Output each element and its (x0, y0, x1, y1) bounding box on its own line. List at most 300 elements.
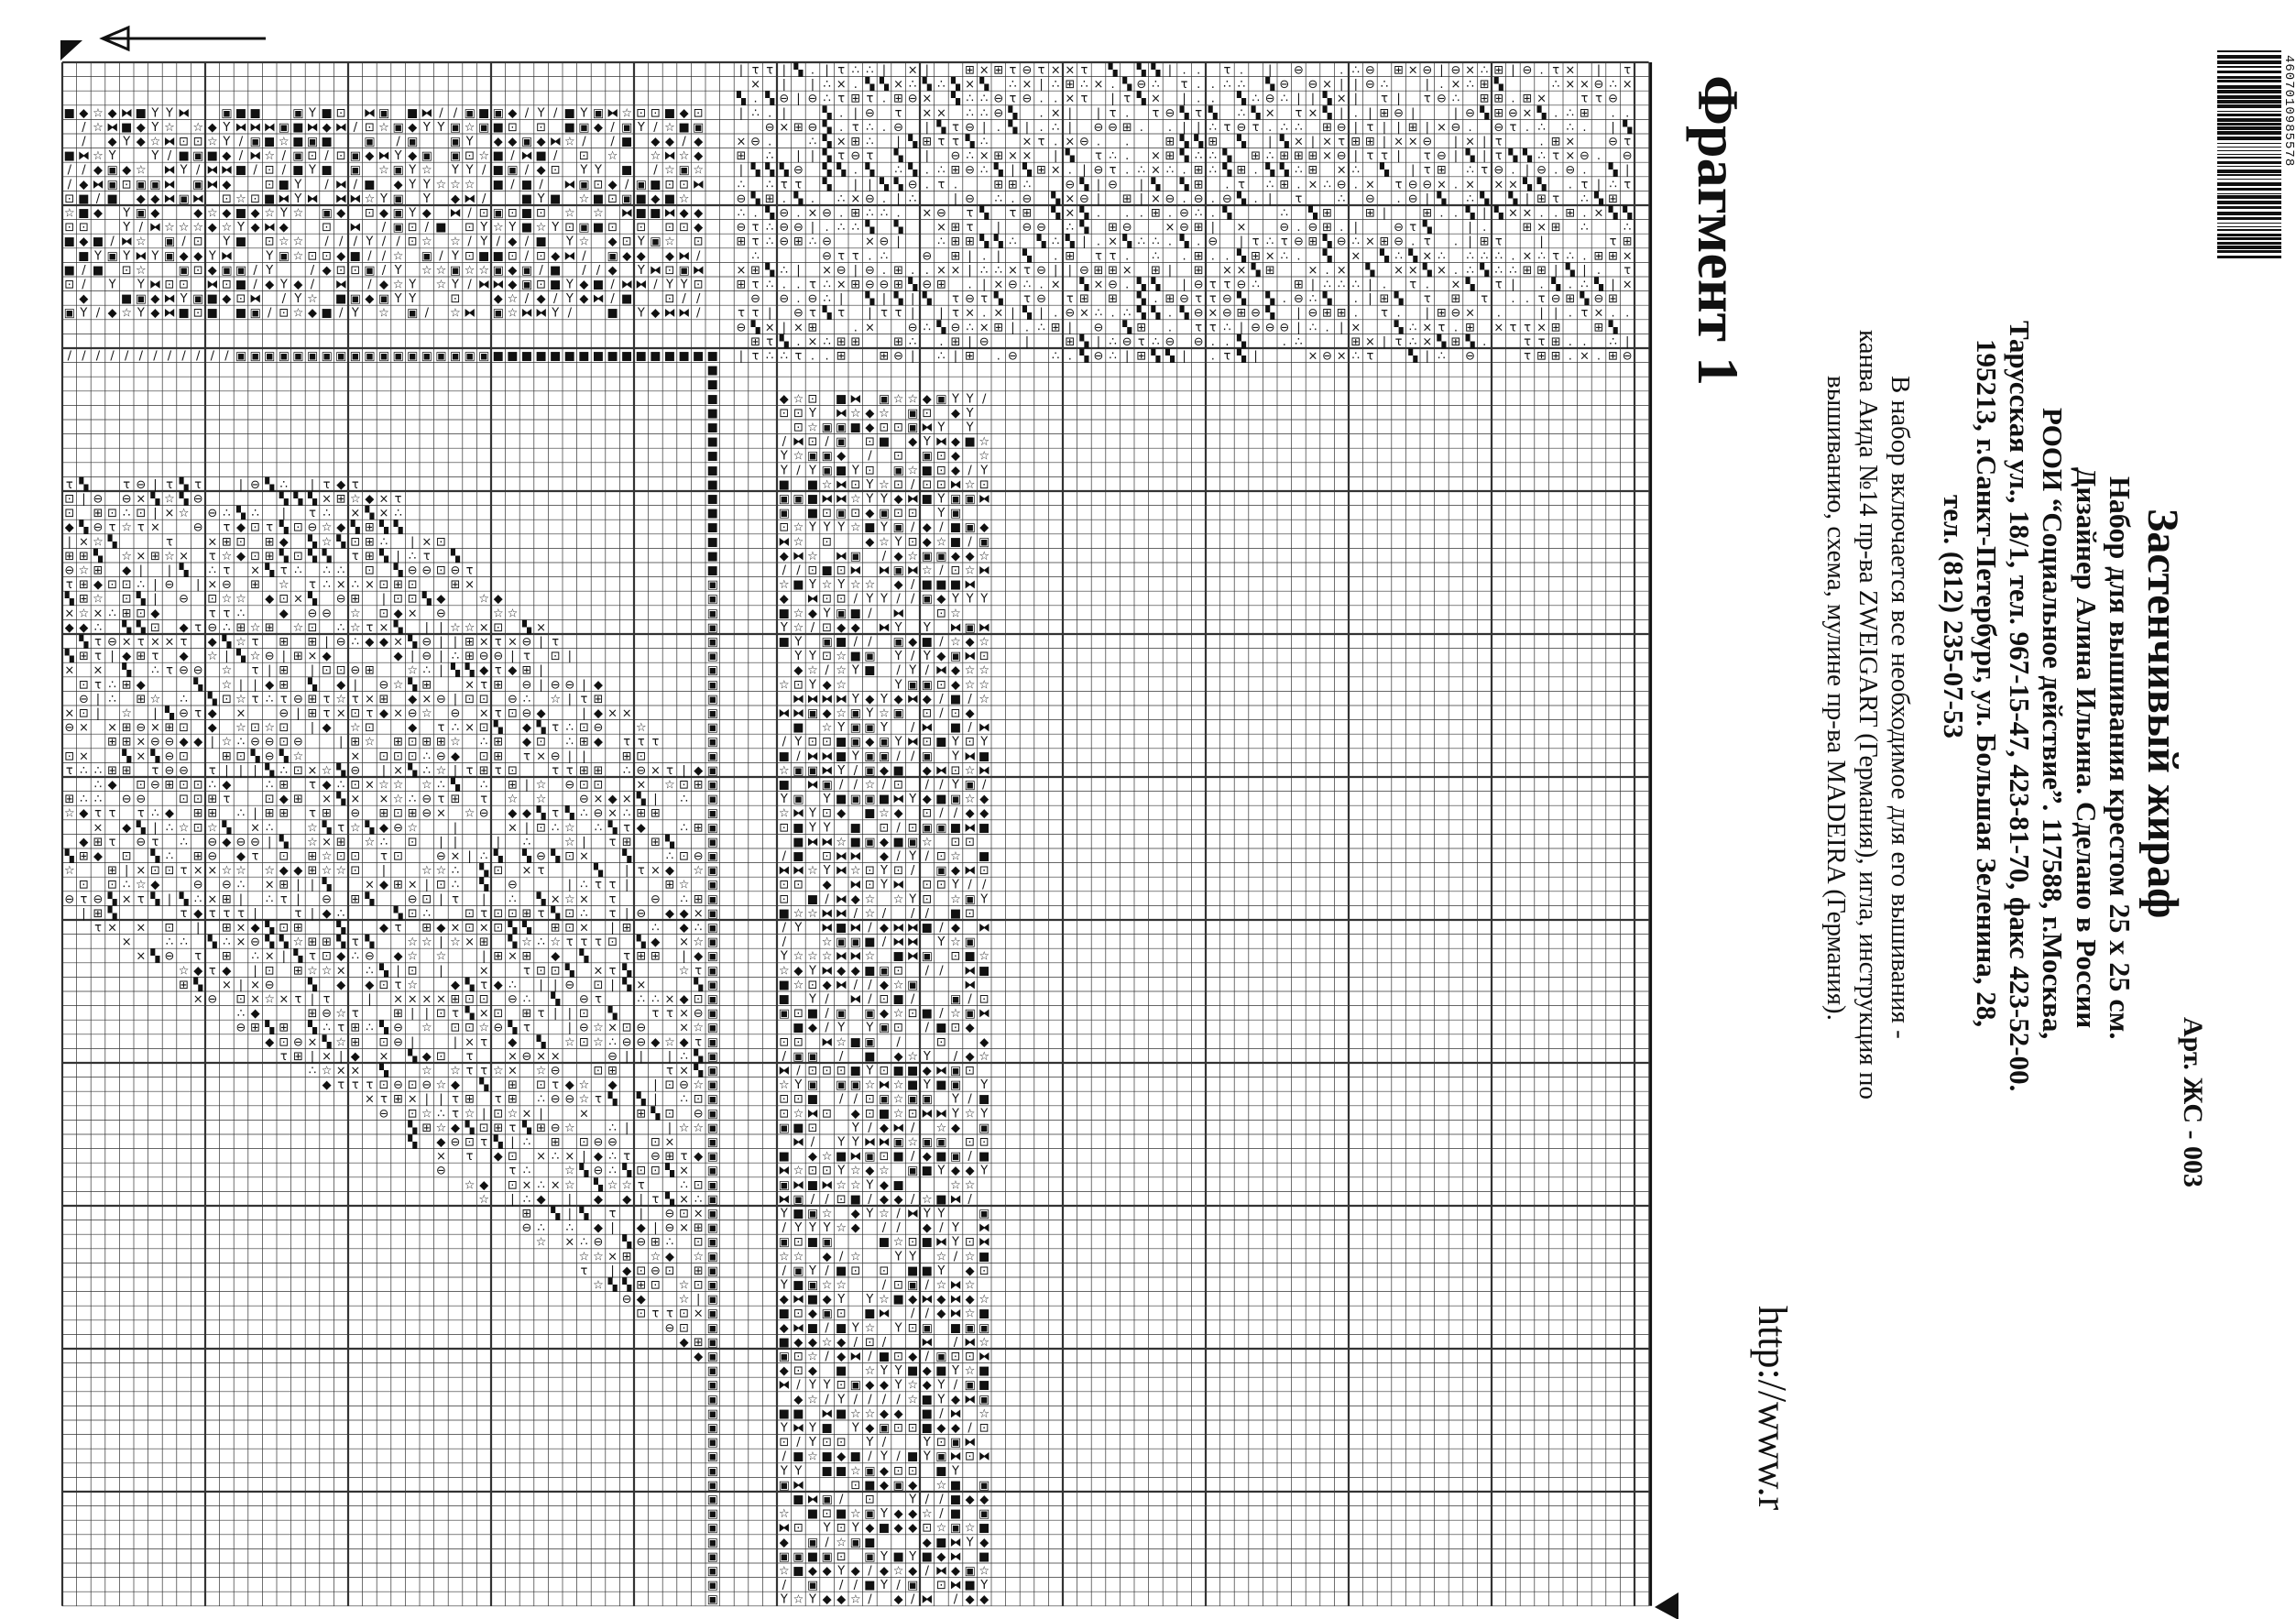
svg-text:▚: ▚ (308, 592, 317, 607)
svg-text:∴: ∴ (1509, 263, 1517, 278)
svg-text:⊞: ⊞ (235, 620, 246, 635)
svg-text:■: ■ (878, 1107, 891, 1121)
svg-text:☆: ☆ (864, 906, 876, 921)
svg-text:⊡: ⊡ (693, 106, 704, 121)
svg-text:×: × (435, 1150, 446, 1165)
svg-text:∴: ∴ (1566, 106, 1574, 121)
svg-text:τ: τ (1208, 278, 1217, 292)
svg-text:⊖: ⊖ (907, 178, 918, 192)
svg-text:⊡: ⊡ (636, 221, 647, 235)
svg-text:×: × (679, 1192, 690, 1207)
svg-text:.: . (1353, 106, 1358, 121)
svg-text:⧓: ⧓ (806, 749, 819, 764)
svg-text:■: ■ (949, 535, 962, 550)
svg-text:▚: ▚ (1108, 63, 1118, 78)
svg-text:Y: Y (851, 464, 859, 478)
svg-text:▣: ▣ (907, 978, 919, 992)
svg-text:▚: ▚ (1179, 149, 1189, 164)
svg-text:|: | (510, 1192, 515, 1207)
svg-text:■: ■ (878, 793, 891, 807)
svg-text:⧓: ⧓ (120, 106, 133, 121)
svg-text:■: ■ (979, 1150, 990, 1165)
svg-text:∴: ∴ (1195, 206, 1203, 221)
svg-text:τ: τ (1537, 334, 1546, 349)
svg-text:☆: ☆ (935, 1121, 947, 1135)
svg-text:⊖: ⊖ (578, 793, 589, 807)
svg-text:Y: Y (909, 793, 917, 807)
svg-text:/: / (911, 1150, 915, 1165)
svg-text:τ: τ (952, 135, 959, 149)
svg-text:⊞: ⊞ (893, 334, 904, 349)
svg-text:⊞: ⊞ (1293, 149, 1304, 164)
svg-text:Y: Y (851, 1421, 859, 1436)
svg-text:⧓: ⧓ (477, 278, 490, 292)
svg-text:⊖: ⊖ (807, 120, 818, 135)
svg-text:/: / (253, 163, 257, 178)
svg-text:|: | (67, 535, 71, 550)
svg-text:/: / (381, 249, 387, 264)
svg-text:|: | (1411, 106, 1416, 121)
svg-text:◆: ◆ (893, 1592, 903, 1607)
svg-text:☆: ☆ (864, 778, 876, 793)
svg-text:◆: ◆ (436, 921, 446, 935)
svg-text:▣: ▣ (706, 992, 718, 1007)
svg-text:⊡: ⊡ (435, 1007, 446, 1022)
svg-text:/: / (939, 1507, 944, 1522)
svg-text:☆: ☆ (892, 1107, 904, 1121)
svg-text:∴: ∴ (737, 178, 746, 192)
svg-text:▚: ▚ (922, 78, 932, 93)
svg-text:⊞: ⊞ (1164, 292, 1175, 307)
svg-text:☆: ☆ (407, 949, 419, 964)
svg-text:⊖: ⊖ (736, 221, 747, 235)
svg-text:⊖: ⊖ (1007, 278, 1018, 292)
svg-text:τ: τ (151, 650, 159, 664)
svg-text:|: | (524, 821, 530, 836)
svg-text:⊡: ⊡ (793, 878, 804, 892)
svg-text:⊞: ⊞ (136, 692, 147, 706)
svg-text:⊞: ⊞ (1536, 191, 1547, 206)
svg-text:◆: ◆ (479, 1178, 489, 1193)
svg-text:⊡: ⊡ (636, 1164, 647, 1178)
svg-text:▣: ▣ (192, 149, 204, 164)
svg-text:▚: ▚ (1208, 106, 1218, 121)
svg-text:τ: τ (1137, 334, 1145, 349)
svg-text:◆: ◆ (880, 1178, 889, 1193)
svg-text:|: | (238, 678, 244, 693)
svg-text:▚: ▚ (979, 235, 989, 249)
svg-text:☆: ☆ (421, 1021, 432, 1035)
svg-text:⧓: ⧓ (806, 778, 819, 793)
svg-text:τ: τ (366, 620, 374, 635)
svg-text:⊖: ⊖ (607, 1135, 618, 1150)
svg-text:◆: ◆ (536, 292, 546, 307)
svg-text:∴: ∴ (537, 935, 545, 950)
svg-text:■: ■ (621, 292, 633, 307)
svg-text:☆: ☆ (450, 735, 461, 749)
svg-text:∴: ∴ (308, 1064, 317, 1078)
svg-text:■: ■ (949, 906, 962, 921)
svg-text:.: . (1110, 306, 1115, 321)
svg-text:/: / (911, 864, 915, 879)
svg-text:▣: ▣ (878, 392, 891, 407)
svg-text:×: × (1507, 206, 1518, 221)
svg-text:▚: ▚ (1594, 278, 1603, 292)
svg-text:▚: ▚ (493, 1135, 503, 1150)
svg-text:◆: ◆ (880, 763, 889, 778)
svg-text:|: | (782, 78, 786, 93)
svg-text:⧓: ⧓ (663, 206, 676, 221)
svg-text:Y: Y (966, 421, 974, 435)
svg-text:▣: ▣ (621, 191, 633, 206)
svg-text:×: × (322, 492, 333, 507)
svg-text:☆: ☆ (836, 650, 847, 664)
svg-text:τ: τ (637, 735, 645, 749)
svg-text:∴: ∴ (565, 735, 574, 749)
svg-text:⊞: ⊞ (64, 793, 75, 807)
svg-text:☆: ☆ (849, 520, 861, 535)
svg-text:▚: ▚ (1365, 263, 1375, 278)
svg-text:☆: ☆ (349, 492, 361, 507)
svg-text:⊖: ⊖ (307, 520, 318, 535)
svg-text:/: / (825, 1321, 829, 1336)
svg-text:Y: Y (266, 249, 274, 264)
svg-text:Y: Y (823, 1378, 831, 1393)
svg-text:⊞: ⊞ (1522, 263, 1533, 278)
svg-text:⊖: ⊖ (1593, 292, 1604, 307)
svg-text:⧓: ⧓ (235, 120, 247, 135)
svg-text:Y: Y (409, 178, 417, 192)
svg-text:▣: ▣ (520, 263, 533, 278)
svg-text:⊞: ⊞ (107, 864, 118, 879)
svg-text:⊞: ⊞ (221, 749, 232, 764)
svg-text:■: ■ (979, 821, 990, 836)
svg-text:⧓: ⧓ (178, 106, 191, 121)
svg-text:⊖: ⊖ (435, 607, 446, 621)
svg-text:×: × (322, 1049, 333, 1064)
svg-text:τ: τ (1394, 178, 1403, 192)
svg-text:×: × (1264, 249, 1275, 264)
svg-text:∴: ∴ (1252, 92, 1260, 106)
svg-text:⊖: ⊖ (664, 1221, 675, 1236)
svg-text:▚: ▚ (965, 135, 975, 149)
svg-text:▚: ▚ (1594, 191, 1603, 206)
svg-text:τ: τ (480, 1064, 488, 1078)
svg-text:◆: ◆ (636, 821, 646, 836)
svg-text:.: . (1596, 149, 1602, 164)
svg-text:⊖: ⊖ (564, 678, 575, 693)
svg-text:■: ■ (793, 849, 804, 864)
svg-text:◆: ◆ (979, 793, 989, 807)
svg-text:/: / (825, 1192, 829, 1207)
svg-text:⊞: ⊞ (621, 835, 632, 849)
svg-text:◆: ◆ (808, 1021, 817, 1035)
svg-text:⊡: ⊡ (478, 749, 489, 764)
corner-marker-icon-bottom (1655, 1592, 1678, 1619)
svg-text:⊞: ⊞ (307, 1007, 318, 1022)
svg-text:◆: ◆ (207, 221, 217, 235)
svg-text:|: | (1554, 306, 1558, 321)
svg-text:▚: ▚ (1079, 178, 1089, 192)
svg-text:⊡: ⊡ (221, 692, 232, 706)
svg-text:⊡: ⊡ (822, 1107, 833, 1121)
svg-text:⊡: ⊡ (536, 964, 547, 979)
svg-text:.: . (1468, 120, 1472, 135)
svg-text:/: / (953, 1378, 958, 1393)
svg-text:☆: ☆ (593, 1035, 604, 1050)
svg-text:☆: ☆ (435, 864, 447, 879)
svg-text:⊞: ⊞ (136, 650, 147, 664)
svg-text:▚: ▚ (179, 892, 189, 907)
svg-text:◆: ◆ (893, 692, 903, 706)
svg-text:▣: ▣ (706, 1321, 718, 1336)
svg-text:×: × (1065, 63, 1076, 78)
svg-text:▚: ▚ (1608, 206, 1618, 221)
svg-text:τ: τ (1295, 106, 1303, 121)
svg-text:▚: ▚ (750, 321, 760, 335)
svg-text:⊞: ⊞ (1550, 221, 1561, 235)
svg-text:Y: Y (452, 278, 459, 292)
svg-text:.: . (1611, 106, 1615, 121)
svg-text:⊞: ⊞ (736, 235, 747, 249)
svg-text:.: . (1039, 278, 1044, 292)
svg-text:▣: ▣ (478, 120, 490, 135)
svg-text:.: . (853, 321, 858, 335)
svg-text:∴: ∴ (1295, 334, 1303, 349)
svg-text:/: / (696, 249, 701, 264)
svg-text:τ: τ (237, 906, 245, 921)
svg-text:Y: Y (151, 120, 159, 135)
svg-text:⊖: ⊖ (507, 878, 518, 892)
svg-text:■: ■ (778, 1150, 790, 1165)
svg-text:×: × (1022, 135, 1033, 149)
svg-text:■: ■ (235, 163, 247, 178)
svg-text:◆: ◆ (379, 921, 388, 935)
svg-text:■: ■ (836, 1150, 847, 1165)
svg-text:/: / (424, 306, 429, 321)
svg-text:⊞: ⊞ (1065, 78, 1076, 93)
svg-text:■: ■ (778, 635, 790, 650)
svg-text:▣: ▣ (849, 735, 861, 749)
svg-text:⊡: ⊡ (264, 235, 275, 249)
svg-text:⊡: ⊡ (907, 821, 918, 836)
svg-text:◆: ◆ (79, 835, 89, 849)
svg-text:|: | (738, 63, 744, 78)
svg-text:■: ■ (935, 578, 947, 593)
svg-text:∴: ∴ (766, 178, 774, 192)
svg-text:|: | (238, 892, 244, 907)
svg-text:⊞: ⊞ (493, 1121, 504, 1135)
svg-text:◆: ◆ (922, 1536, 932, 1550)
svg-text:⊡: ⊡ (822, 735, 833, 749)
svg-text:τ: τ (552, 721, 560, 736)
svg-text:☆: ☆ (264, 864, 276, 879)
svg-text:⊖: ⊖ (1221, 306, 1232, 321)
svg-text:▣: ▣ (192, 292, 204, 307)
svg-text:◆: ◆ (322, 120, 332, 135)
svg-text:⊞: ⊞ (292, 1049, 303, 1064)
svg-text:/: / (196, 163, 201, 178)
svg-text:⊖: ⊖ (93, 520, 104, 535)
svg-text:⊞: ⊞ (1307, 149, 1318, 164)
svg-text:⊞: ⊞ (1364, 206, 1375, 221)
svg-text:.: . (1054, 92, 1058, 106)
svg-text:⊡: ⊡ (636, 749, 647, 764)
svg-text:τ: τ (980, 292, 989, 307)
svg-text:Y: Y (180, 163, 188, 178)
svg-text:■: ■ (178, 306, 190, 321)
svg-text:■: ■ (206, 149, 218, 164)
svg-text:∴: ∴ (980, 135, 989, 149)
svg-text:◆: ◆ (908, 635, 918, 650)
svg-text:|: | (1425, 191, 1429, 206)
svg-text:τ: τ (208, 906, 216, 921)
svg-text:/: / (939, 520, 944, 535)
svg-text:☆: ☆ (864, 1406, 876, 1421)
svg-text:■: ■ (535, 235, 547, 249)
svg-text:τ: τ (108, 835, 116, 849)
svg-text:τ: τ (80, 892, 88, 907)
svg-text:×: × (536, 620, 547, 635)
svg-text:Y: Y (866, 1178, 874, 1193)
svg-text:▣: ▣ (135, 178, 147, 192)
svg-text:◆: ◆ (293, 864, 303, 879)
svg-text:■: ■ (836, 1464, 847, 1479)
svg-text:|: | (582, 835, 586, 849)
svg-text:▚: ▚ (179, 492, 189, 507)
svg-text:⊡: ⊡ (893, 1421, 904, 1436)
svg-text:τ: τ (952, 120, 959, 135)
svg-text:×: × (450, 921, 461, 935)
svg-text:⊖: ⊖ (578, 992, 589, 1007)
svg-text:▚: ▚ (1079, 278, 1089, 292)
svg-text:×: × (1536, 221, 1547, 235)
svg-text:▣: ▣ (706, 1263, 718, 1278)
svg-text:■: ■ (821, 1421, 833, 1436)
svg-text:■: ■ (849, 607, 861, 621)
svg-text:Y: Y (809, 806, 816, 821)
svg-text:☆: ☆ (450, 620, 461, 635)
svg-text:▚: ▚ (1151, 278, 1161, 292)
article-number: Арт. ЖС - 003 (2178, 1017, 2208, 1188)
svg-text:.: . (1625, 106, 1630, 121)
svg-text:∴: ∴ (379, 535, 388, 550)
svg-text:■: ■ (806, 1507, 819, 1522)
svg-text:■: ■ (520, 178, 533, 192)
svg-text:τ: τ (866, 92, 874, 106)
svg-text:▚: ▚ (293, 492, 303, 507)
svg-text:τ: τ (751, 278, 760, 292)
svg-text:▣: ▣ (706, 892, 718, 907)
svg-text:◆: ◆ (822, 1564, 832, 1579)
svg-text:◆: ◆ (579, 278, 589, 292)
svg-text:τ: τ (1009, 63, 1017, 78)
svg-text:☆: ☆ (535, 778, 547, 793)
svg-text:⊡: ⊡ (121, 178, 132, 192)
svg-text:⊡: ⊡ (836, 1436, 847, 1450)
svg-text:▣: ▣ (421, 249, 432, 264)
svg-text:☆: ☆ (221, 592, 233, 607)
svg-text:☆: ☆ (135, 163, 147, 178)
svg-text:☆: ☆ (206, 206, 218, 221)
svg-text:▣: ▣ (706, 778, 718, 793)
svg-text:▚: ▚ (936, 120, 946, 135)
svg-text:◆: ◆ (880, 1192, 889, 1207)
svg-text:◆: ◆ (408, 692, 418, 706)
svg-text:∴: ∴ (1052, 78, 1060, 93)
svg-text:τ: τ (94, 650, 102, 664)
svg-text:/: / (567, 306, 572, 321)
svg-text:⧓: ⧓ (892, 921, 905, 935)
svg-text:⊖: ⊖ (1394, 221, 1405, 235)
svg-text:|: | (738, 163, 744, 178)
svg-text:Y: Y (809, 464, 816, 478)
svg-text:⊞: ⊞ (1136, 321, 1147, 335)
svg-text:◆: ◆ (79, 106, 89, 121)
svg-text:/: / (396, 235, 400, 249)
svg-text:▚: ▚ (1322, 235, 1332, 249)
svg-text:⊖: ⊖ (793, 163, 804, 178)
svg-text:⧓: ⧓ (678, 249, 691, 264)
svg-text:▚: ▚ (750, 163, 760, 178)
svg-text:⊖: ⊖ (279, 706, 290, 721)
svg-text:⊖: ⊖ (1279, 321, 1290, 335)
svg-text:τ: τ (437, 793, 445, 807)
svg-text:◆: ◆ (522, 735, 531, 749)
svg-text:▣: ▣ (706, 1192, 718, 1207)
svg-text:▚: ▚ (393, 620, 403, 635)
svg-text:⊖: ⊖ (679, 1078, 690, 1093)
svg-text:×: × (536, 1049, 547, 1064)
svg-text:⊡: ⊡ (907, 1421, 918, 1436)
svg-text:▚: ▚ (1194, 135, 1204, 149)
svg-text:▚: ▚ (607, 821, 618, 836)
svg-text:⊡: ⊡ (507, 249, 518, 264)
svg-text:×: × (1121, 263, 1132, 278)
svg-text:×: × (149, 520, 160, 535)
svg-text:τ: τ (751, 235, 760, 249)
svg-text:⊖: ⊖ (521, 678, 532, 693)
svg-text:⧓: ⧓ (892, 607, 905, 621)
svg-text:/: / (138, 221, 143, 235)
svg-text:|: | (582, 749, 586, 764)
svg-text:|: | (281, 949, 286, 964)
svg-text:■: ■ (806, 492, 819, 507)
svg-text:☆: ☆ (578, 1092, 590, 1107)
svg-text:◆: ◆ (922, 1150, 932, 1165)
svg-text:.: . (996, 120, 1000, 135)
svg-text:Y: Y (880, 520, 888, 535)
svg-text:◆: ◆ (451, 749, 460, 764)
svg-text:⊞: ⊞ (350, 892, 361, 907)
svg-text:■: ■ (321, 106, 333, 121)
svg-text:◆: ◆ (808, 1307, 817, 1321)
svg-text:∴: ∴ (866, 120, 874, 135)
svg-text:∴: ∴ (1351, 163, 1360, 178)
svg-text:☆: ☆ (121, 706, 133, 721)
svg-text:◆: ◆ (636, 1221, 646, 1236)
svg-text:.: . (1197, 78, 1201, 93)
svg-text:τ: τ (208, 763, 216, 778)
svg-text:▚: ▚ (479, 878, 489, 892)
svg-text:■: ■ (935, 735, 947, 749)
svg-text:◆: ◆ (508, 806, 518, 821)
svg-text:⧓: ⧓ (835, 892, 847, 907)
svg-text:τ: τ (1195, 292, 1203, 307)
svg-text:▚: ▚ (636, 1092, 646, 1107)
svg-text:⊞: ⊞ (1608, 349, 1619, 364)
svg-text:■: ■ (836, 1364, 847, 1379)
